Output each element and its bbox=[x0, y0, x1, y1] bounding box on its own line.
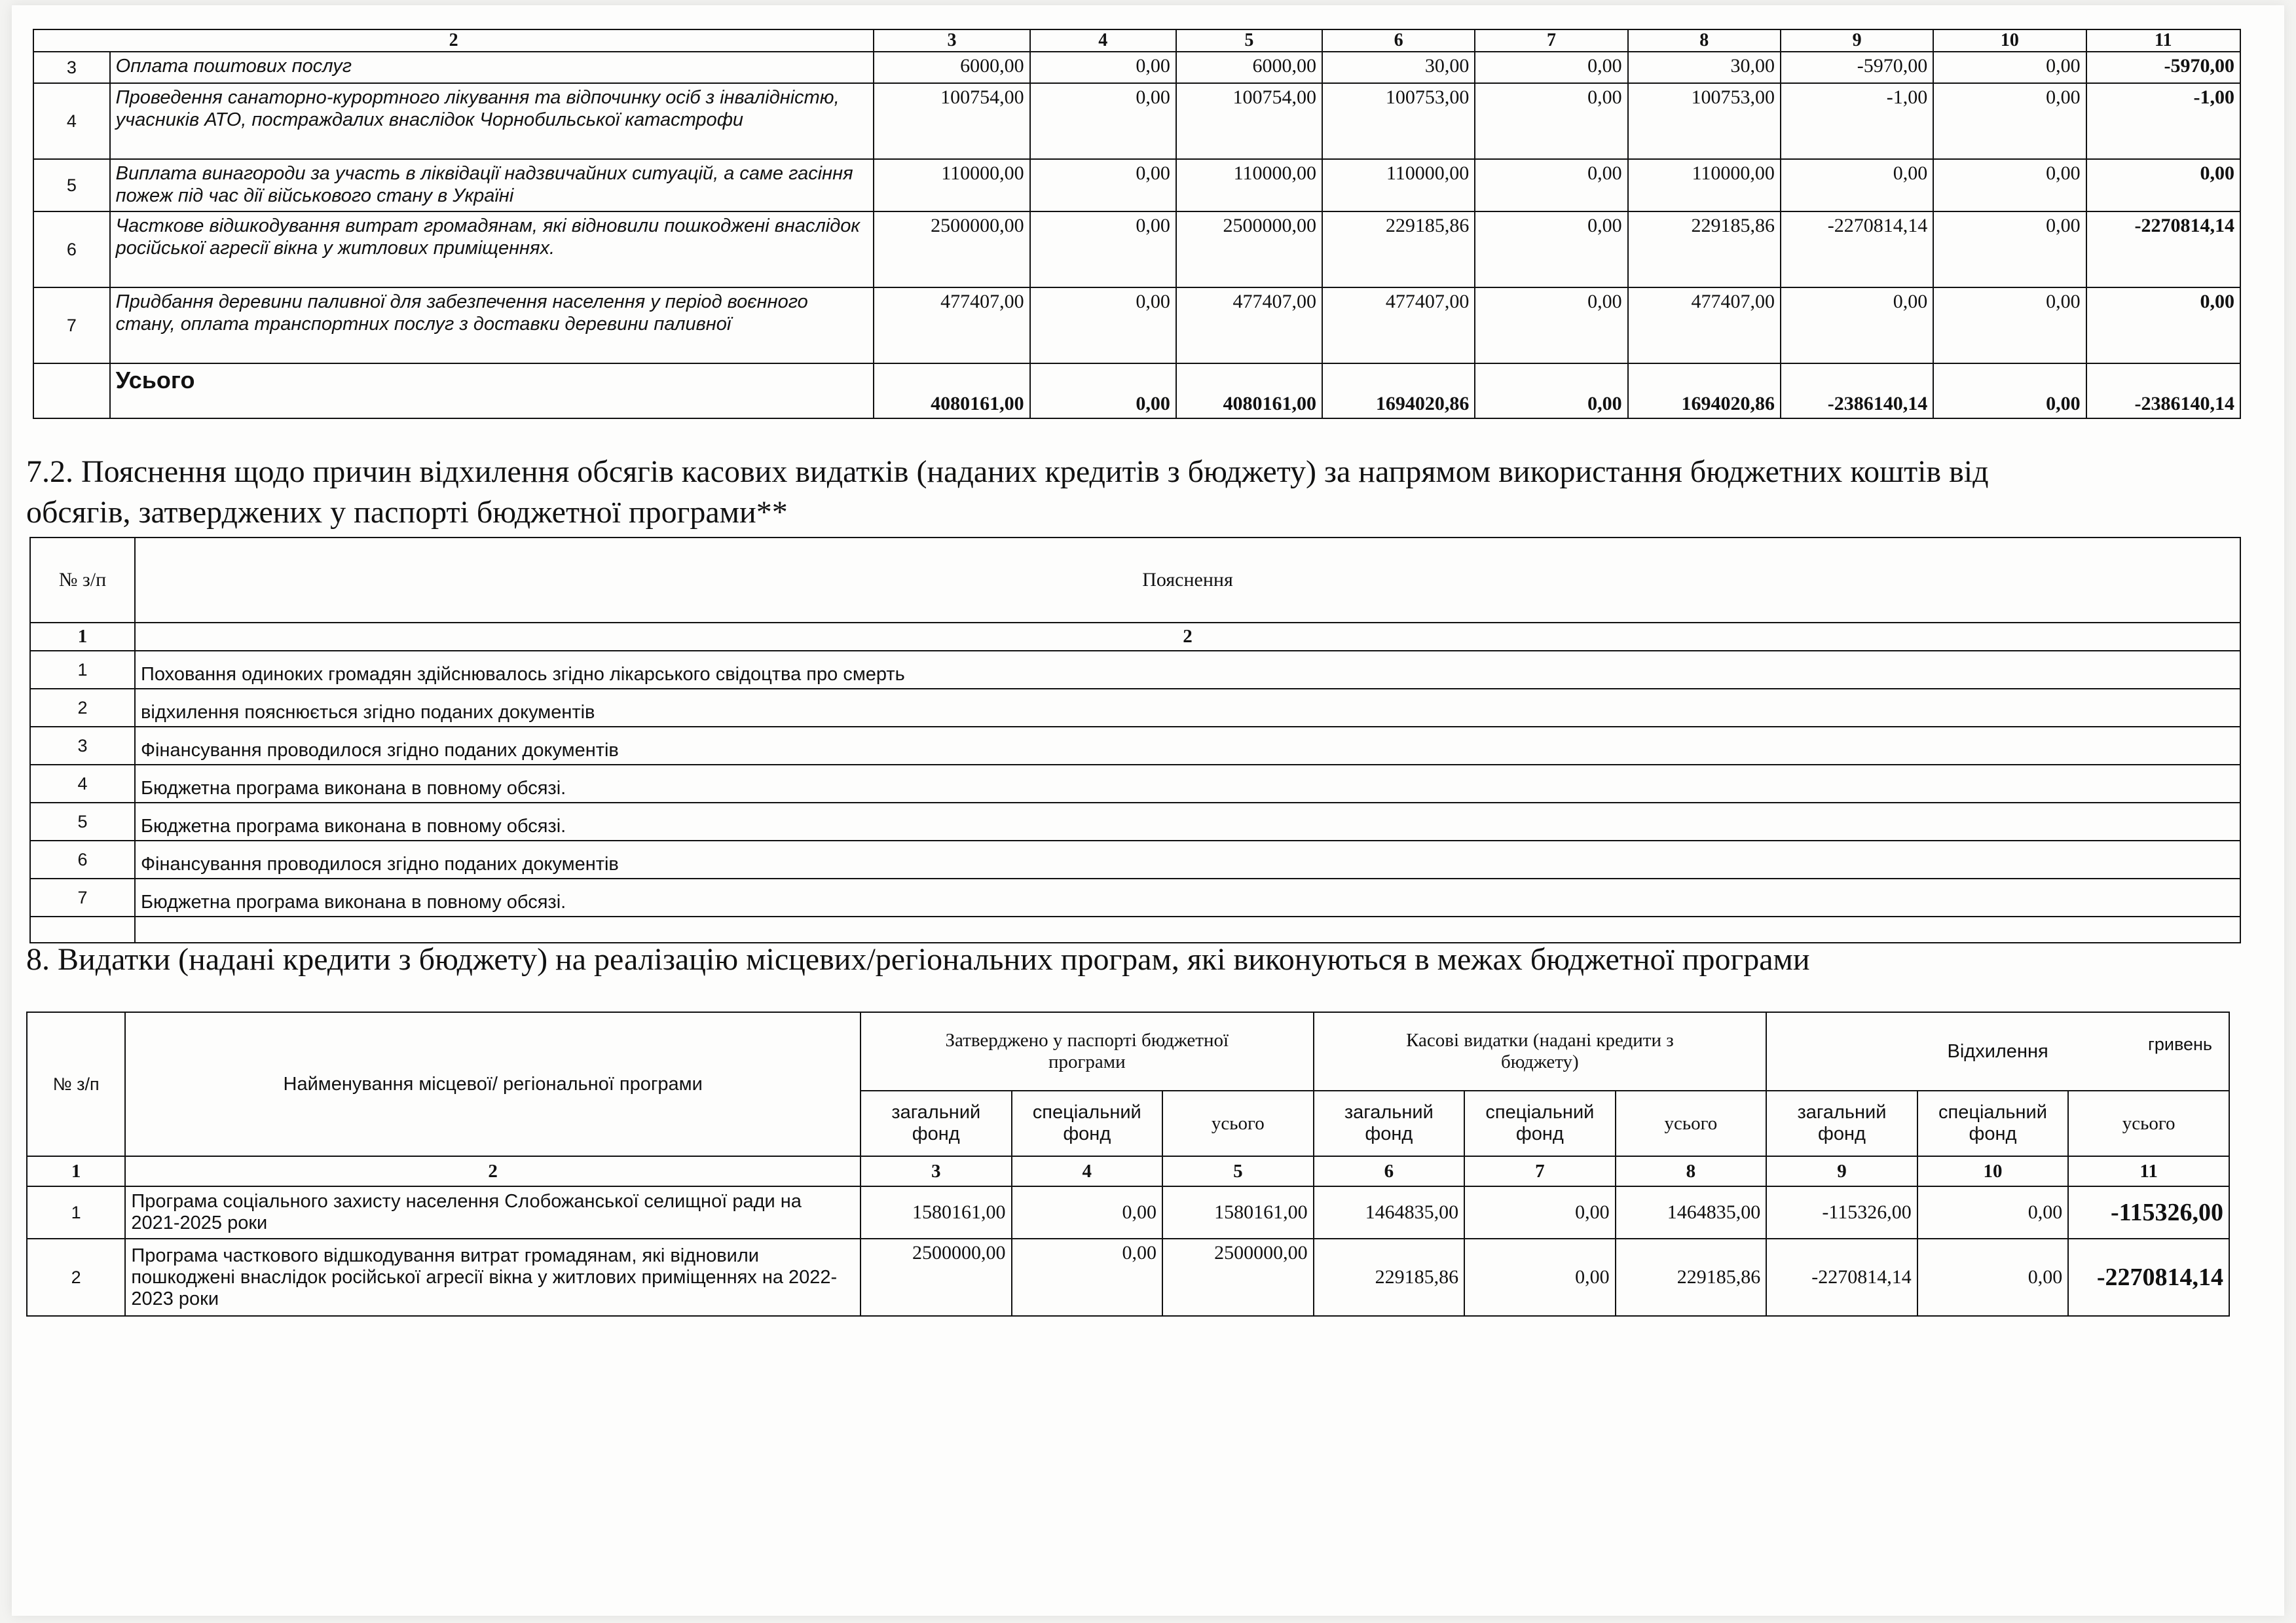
empty-row bbox=[30, 917, 2240, 943]
sub-general-fund: загальний фонд bbox=[1766, 1091, 1917, 1156]
row-text: Фінансування проводилося згідно поданих документів bbox=[135, 841, 2240, 879]
cell-c6: 100753,00 bbox=[1322, 83, 1475, 159]
row-index: 7 bbox=[30, 879, 135, 917]
row-index: 2 bbox=[30, 689, 135, 727]
deviation-group-header: Відхилення bbox=[1766, 1012, 2229, 1091]
cell-c5: 1580161,00 bbox=[1162, 1186, 1314, 1239]
row-name: Оплата поштових послуг bbox=[110, 52, 874, 83]
cell-c9: 0,00 bbox=[1781, 159, 1933, 211]
col-number-8: 8 bbox=[1616, 1156, 1767, 1186]
cell-c3: 110000,00 bbox=[874, 159, 1029, 211]
row-index: 6 bbox=[30, 841, 135, 879]
cell-c4: 0,00 bbox=[1012, 1186, 1163, 1239]
cell-c8: 1464835,00 bbox=[1616, 1186, 1767, 1239]
cell-c9: -2270814,14 bbox=[1766, 1239, 1917, 1316]
col-number-9: 9 bbox=[1781, 29, 1933, 52]
column-number-row bbox=[33, 29, 2240, 52]
cell-c10: 0,00 bbox=[1933, 83, 2086, 159]
cell-c7: 0,00 bbox=[1475, 287, 1627, 363]
col-number-1: 1 bbox=[30, 623, 135, 651]
sub-general-fund: загальний фонд bbox=[1314, 1091, 1465, 1156]
row-text: Бюджетна програма виконана в повному обсязі. bbox=[135, 803, 2240, 841]
total-c4: 0,00 bbox=[1030, 363, 1176, 418]
cell-c8: 477407,00 bbox=[1628, 287, 1781, 363]
row-name: Виплата винагороди за участь в ліквідації надзвичайних ситуацій, а саме гасіння пожеж під час дії військового стану в Україні bbox=[110, 159, 874, 211]
cell-c5: 477407,00 bbox=[1176, 287, 1322, 363]
row-text: Поховання одиноких громадян здійснювалось згідно лікарського свідоцтва про смерть bbox=[135, 651, 2240, 689]
cell-c8: 229185,86 bbox=[1616, 1239, 1767, 1316]
col-number-6: 6 bbox=[1314, 1156, 1465, 1186]
row-index: 1 bbox=[27, 1186, 125, 1239]
col-no-header: № з/п bbox=[27, 1012, 125, 1156]
section-7-2-heading-line2: обсягів, затверджених у паспорті бюджетної програми** bbox=[26, 495, 788, 530]
sub-total: усього bbox=[1162, 1091, 1314, 1156]
cell-c10: 0,00 bbox=[1933, 52, 2086, 83]
cell-c7: 0,00 bbox=[1475, 211, 1627, 287]
cell-c9: -115326,00 bbox=[1766, 1186, 1917, 1239]
cell-c5: 2500000,00 bbox=[1176, 211, 1322, 287]
cell-c4: 0,00 bbox=[1030, 83, 1176, 159]
col-number-11: 11 bbox=[2068, 1156, 2229, 1186]
row-index: 7 bbox=[33, 287, 110, 363]
col-number-11: 11 bbox=[2086, 29, 2240, 52]
cell-c10: 0,00 bbox=[1933, 211, 2086, 287]
section-8-heading: 8. Видатки (надані кредити з бюджету) на реалізацію місцевих/регіональних програм, які виконуються в межах бюджетної програми bbox=[26, 942, 1810, 977]
cell-c8: 229185,86 bbox=[1628, 211, 1781, 287]
row-name: Проведення санаторно-курортного лікування та відпочинку осіб з інвалідністю, учасників АТО, постраждалих внаслідок Чорнобильської катастрофи bbox=[110, 83, 874, 159]
cell-c4: 0,00 bbox=[1030, 211, 1176, 287]
cell-c5: 2500000,00 bbox=[1162, 1239, 1314, 1316]
cell-c9: 0,00 bbox=[1781, 287, 1933, 363]
cell-c6: 110000,00 bbox=[1322, 159, 1475, 211]
col-number-6: 6 bbox=[1322, 29, 1475, 52]
row-index: 1 bbox=[30, 651, 135, 689]
cell-c6: 229185,86 bbox=[1314, 1239, 1465, 1316]
col-number-3: 3 bbox=[874, 29, 1029, 52]
row-index: 5 bbox=[30, 803, 135, 841]
cell-c3: 2500000,00 bbox=[861, 1239, 1012, 1316]
cell-c3: 100754,00 bbox=[874, 83, 1029, 159]
table-row bbox=[30, 841, 2240, 879]
col-no-header: № з/п bbox=[30, 538, 135, 623]
row-index: 4 bbox=[33, 83, 110, 159]
row-index: 5 bbox=[33, 159, 110, 211]
col-program-name-header: Найменування місцевої/ регіональної програми bbox=[125, 1012, 861, 1156]
cell-c10: 0,00 bbox=[1917, 1186, 2069, 1239]
col-number-7: 7 bbox=[1464, 1156, 1616, 1186]
table-row bbox=[33, 52, 2240, 83]
column-number-row bbox=[30, 623, 2240, 651]
table-row bbox=[33, 159, 2240, 211]
cell-c5: 6000,00 bbox=[1176, 52, 1322, 83]
sub-general-fund: загальний фонд bbox=[861, 1091, 1012, 1156]
row-index: 2 bbox=[27, 1239, 125, 1316]
total-c11: -2386140,14 bbox=[2086, 363, 2240, 418]
cell-c5: 100754,00 bbox=[1176, 83, 1322, 159]
cell-c9: -2270814,14 bbox=[1781, 211, 1933, 287]
row-name: Часткове відшкодування витрат громадянам, які відновили пошкоджені внаслідок російської агресії вікна у житлових приміщеннях. bbox=[110, 211, 874, 287]
cell-c9: -1,00 bbox=[1781, 83, 1933, 159]
row-text: Бюджетна програма виконана в повному обсязі. bbox=[135, 879, 2240, 917]
col-number-3: 3 bbox=[861, 1156, 1012, 1186]
section-7-2-heading-line1: 7.2. Пояснення щодо причин відхилення обсягів касових видатків (наданих кредитів з бюджету) за напрямом використання бюджетних коштів від bbox=[26, 454, 1989, 489]
col-number-8: 8 bbox=[1628, 29, 1781, 52]
cell-c6: 1464835,00 bbox=[1314, 1186, 1465, 1239]
table-row bbox=[30, 689, 2240, 727]
col-number-4: 4 bbox=[1030, 29, 1176, 52]
cell-c4: 0,00 bbox=[1012, 1239, 1163, 1316]
sub-special-fund: спеціальний фонд bbox=[1917, 1091, 2069, 1156]
cell-c8: 100753,00 bbox=[1628, 83, 1781, 159]
cell-c11: -2270814,14 bbox=[2068, 1239, 2229, 1316]
table-row bbox=[30, 803, 2240, 841]
cell-c11: -2270814,14 bbox=[2086, 211, 2240, 287]
table-row bbox=[33, 287, 2240, 363]
approved-group-header: Затверджено у паспорті бюджетної програми bbox=[861, 1012, 1314, 1091]
cell-c3: 477407,00 bbox=[874, 287, 1029, 363]
cell-c10: 0,00 bbox=[1917, 1239, 2069, 1316]
empty-cell bbox=[135, 917, 2240, 943]
cell-c6: 229185,86 bbox=[1322, 211, 1475, 287]
cell-c4: 0,00 bbox=[1030, 52, 1176, 83]
cash-group-header: Касові видатки (надані кредити з бюджету) bbox=[1314, 1012, 1767, 1091]
total-label: Усього bbox=[110, 363, 874, 418]
table-row bbox=[30, 651, 2240, 689]
col-number-2: 2 bbox=[135, 623, 2240, 651]
row-index: 3 bbox=[30, 727, 135, 765]
cell-c7: 0,00 bbox=[1464, 1239, 1616, 1316]
col-number-10: 10 bbox=[1917, 1156, 2069, 1186]
cell-c7: 0,00 bbox=[1464, 1186, 1616, 1239]
cell-c4: 0,00 bbox=[1030, 287, 1176, 363]
row-name: Придбання деревини паливної для забезпечення населення у період воєнного стану, оплата транспортних послуг з доставки деревини паливної bbox=[110, 287, 874, 363]
cell-c10: 0,00 bbox=[1933, 159, 2086, 211]
cell-c9: -5970,00 bbox=[1781, 52, 1933, 83]
table-row bbox=[27, 1239, 2229, 1316]
col-number-9: 9 bbox=[1766, 1156, 1917, 1186]
sub-total: усього bbox=[1616, 1091, 1767, 1156]
row-text: Фінансування проводилося згідно поданих документів bbox=[135, 727, 2240, 765]
expenses-direction-table bbox=[33, 29, 2241, 419]
col-explanation-header: Пояснення bbox=[135, 538, 2240, 623]
table-row bbox=[27, 1186, 2229, 1239]
table-row bbox=[30, 727, 2240, 765]
row-index bbox=[33, 363, 110, 418]
col-number-4: 4 bbox=[1012, 1156, 1163, 1186]
row-index: 6 bbox=[33, 211, 110, 287]
sub-special-fund: спеціальний фонд bbox=[1464, 1091, 1616, 1156]
empty-cell bbox=[30, 917, 135, 943]
total-c10: 0,00 bbox=[1933, 363, 2086, 418]
row-program-name: Програма часткового відшкодування витрат громадянам, які відновили пошкоджені внаслідок російської агресії вікна у житлових приміщеннях на 2022-2023 роки bbox=[125, 1239, 861, 1316]
col-number-5: 5 bbox=[1162, 1156, 1314, 1186]
row-text: Бюджетна програма виконана в повному обсязі. bbox=[135, 765, 2240, 803]
cell-c6: 477407,00 bbox=[1322, 287, 1475, 363]
cell-c3: 2500000,00 bbox=[874, 211, 1029, 287]
cell-c7: 0,00 bbox=[1475, 159, 1627, 211]
header-row bbox=[30, 538, 2240, 623]
local-programs-table bbox=[26, 1012, 2230, 1317]
sub-special-fund: спеціальний фонд bbox=[1012, 1091, 1163, 1156]
total-c9: -2386140,14 bbox=[1781, 363, 1933, 418]
unit-label: гривень bbox=[2148, 1034, 2212, 1054]
cell-c3: 6000,00 bbox=[874, 52, 1029, 83]
cell-c8: 110000,00 bbox=[1628, 159, 1781, 211]
col-number-10: 10 bbox=[1933, 29, 2086, 52]
col-number-5: 5 bbox=[1176, 29, 1322, 52]
cell-c10: 0,00 bbox=[1933, 287, 2086, 363]
col-number-7: 7 bbox=[1475, 29, 1627, 52]
header-row bbox=[27, 1012, 2229, 1091]
col-number-2: 2 bbox=[33, 29, 874, 52]
cell-c11: -1,00 bbox=[2086, 83, 2240, 159]
row-index: 4 bbox=[30, 765, 135, 803]
cell-c11: 0,00 bbox=[2086, 287, 2240, 363]
table-row bbox=[33, 83, 2240, 159]
row-program-name: Програма соціального захисту населення Слобожанської селищної ради на 2021-2025 роки bbox=[125, 1186, 861, 1239]
cell-c4: 0,00 bbox=[1030, 159, 1176, 211]
row-index: 3 bbox=[33, 52, 110, 83]
col-number-2: 2 bbox=[125, 1156, 861, 1186]
row-text: відхилення пояснюється згідно поданих документів bbox=[135, 689, 2240, 727]
cell-c3: 1580161,00 bbox=[861, 1186, 1012, 1239]
table-row bbox=[30, 879, 2240, 917]
cell-c5: 110000,00 bbox=[1176, 159, 1322, 211]
cell-c6: 30,00 bbox=[1322, 52, 1475, 83]
total-row bbox=[33, 363, 2240, 418]
cell-c8: 30,00 bbox=[1628, 52, 1781, 83]
sub-total: усього bbox=[2068, 1091, 2229, 1156]
table-row bbox=[33, 211, 2240, 287]
total-c6: 1694020,86 bbox=[1322, 363, 1475, 418]
total-c8: 1694020,86 bbox=[1628, 363, 1781, 418]
total-c7: 0,00 bbox=[1475, 363, 1627, 418]
total-c3: 4080161,00 bbox=[874, 363, 1029, 418]
cell-c11: -115326,00 bbox=[2068, 1186, 2229, 1239]
cell-c11: -5970,00 bbox=[2086, 52, 2240, 83]
cell-c11: 0,00 bbox=[2086, 159, 2240, 211]
table-row bbox=[30, 765, 2240, 803]
col-number-1: 1 bbox=[27, 1156, 125, 1186]
cell-c7: 0,00 bbox=[1475, 52, 1627, 83]
column-number-row bbox=[27, 1156, 2229, 1186]
cell-c7: 0,00 bbox=[1475, 83, 1627, 159]
total-c5: 4080161,00 bbox=[1176, 363, 1322, 418]
deviation-explanation-table bbox=[29, 537, 2241, 943]
